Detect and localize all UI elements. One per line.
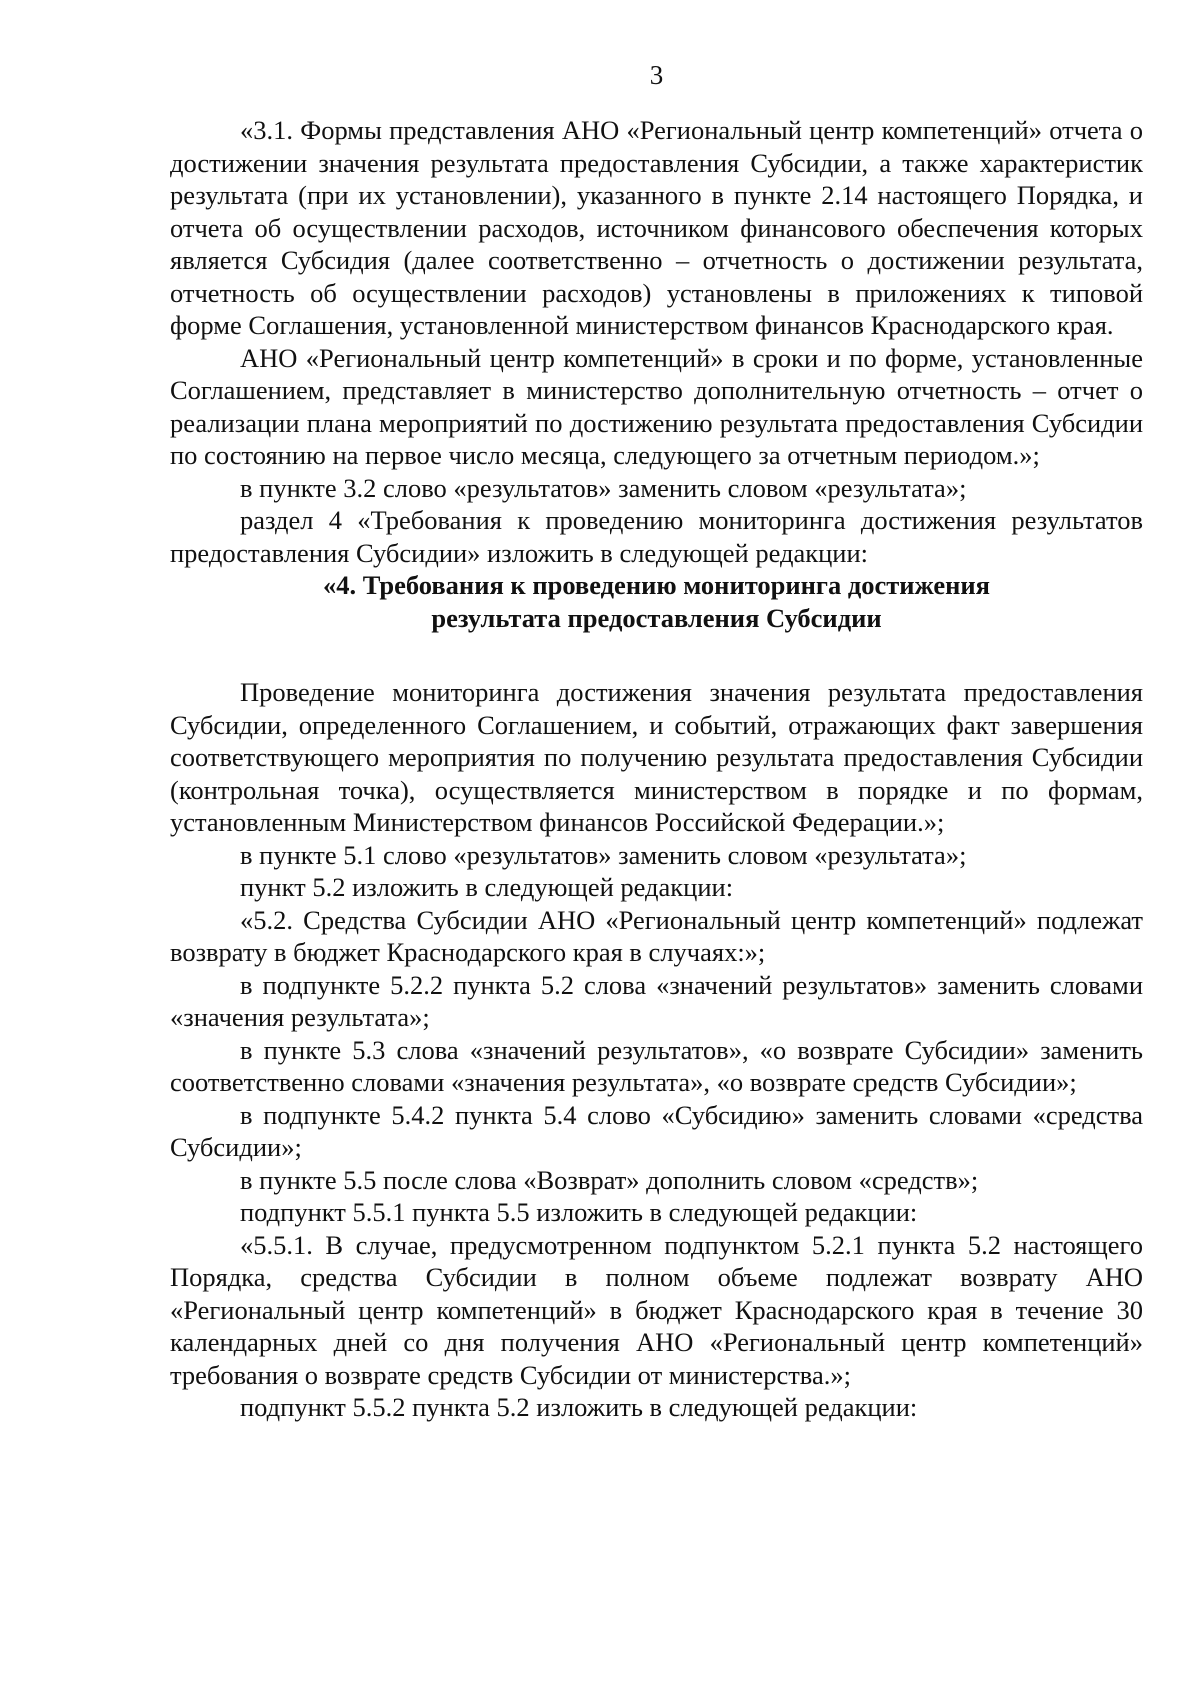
- paragraph-monitoring: Проведение мониторинга достижения значения результата предоставления Субсидии, определенного Соглашением, и событий, отражающих факт завершения соответствующего мероприятия по получению результата предоставления Субсидии (контрольная точка), осуществляется министерством в порядке и по формам, установленным Министерством финансов Российской Федерации.»;: [170, 677, 1143, 837]
- paragraph-amend-5-2-2: в подпункте 5.2.2 пункта 5.2 слова «значений результатов» заменить словами «значения результата»;: [170, 969, 1143, 1032]
- page-number: 3: [649, 60, 664, 90]
- paragraph-5-5-1: «5.5.1. В случае, предусмотренном подпунктом 5.2.1 пункта 5.2 настоящего Порядка, средства Субсидии в полном объеме подлежат возврату АНО «Региональный центр компетенций» в бюджет Краснодарского края в течение 30 календарных дней со дня получения АНО «Региональный центр компетенций» требования о возврате средств Субсидии от министерства.»;: [170, 1229, 1143, 1390]
- paragraph-3-1: «3.1. Формы представления АНО «Региональный центр компетенций» отчета о достижении значения результата предоставления Субсидии, а также характеристик результата (при их установлении), указанного в пункте 2.14 настоящего Порядка, и отчета об осуществлении расходов, источником финансового обеспечения которых является Субсидия (далее соответственно – отчетность о достижении результата, отчетность об осуществлении расходов) установлены в приложениях к типовой форме Соглашения, установленной министерством финансов Краснодарского края.: [170, 115, 1143, 340]
- paragraph-amend-3-2: в пункте 3.2 слово «результатов» заменить словом «результата»;: [240, 472, 967, 503]
- section-heading-line-2: результата предоставления Субсидии: [431, 602, 882, 633]
- paragraph-amend-5-5-1-intro: подпункт 5.5.1 пункта 5.5 изложить в следующей редакции:: [240, 1197, 918, 1227]
- paragraph-amend-section-4: раздел 4 «Требования к проведению мониторинга достижения результатов предоставления Субсидии» изложить в следующей редакции:: [170, 505, 1143, 568]
- paragraph-amend-5-5-2-intro: подпункт 5.5.2 пункта 5.2 изложить в следующей редакции:: [240, 1392, 918, 1422]
- body-text-bottom: [170, 676, 1143, 1424]
- paragraph-amend-5-5: в пункте 5.5 после слова «Возврат» дополнить словом «средств»;: [240, 1164, 979, 1195]
- paragraph-amend-5-1: в пункте 5.1 слово «результатов» заменить словом «результата»;: [240, 839, 967, 870]
- paragraph-amend-5-4-2: в подпункте 5.4.2 пункта 5.4 слово «Субсидию» заменить словами «средства Субсидии»;: [170, 1099, 1143, 1162]
- paragraph-amend-5-3: в пункте 5.3 слова «значений результатов», «о возврате Субсидии» заменить соответственно словами «значения результата», «о возврате средств Субсидии»;: [170, 1034, 1143, 1097]
- paragraph-amend-5-2-intro: пункт 5.2 изложить в следующей редакции:: [240, 872, 734, 902]
- body-text-top: [170, 114, 1143, 569]
- paragraph-5-2: «5.2. Средства Субсидии АНО «Региональный центр компетенций» подлежат возврату в бюджет Краснодарского края в случаях:»;: [170, 904, 1143, 967]
- paragraph-additional-reporting: АНО «Региональный центр компетенций» в сроки и по форме, установленные Соглашением, представляет в министерство дополнительную отчетность – отчет о реализации плана мероприятий по достижению результата предоставления Субсидии по состоянию на первое число месяца, следующего за отчетным периодом.»;: [170, 342, 1143, 470]
- section-heading: [170, 569, 1143, 634]
- section-heading-line-1: «4. Требования к проведению мониторинга достижения: [322, 570, 991, 600]
